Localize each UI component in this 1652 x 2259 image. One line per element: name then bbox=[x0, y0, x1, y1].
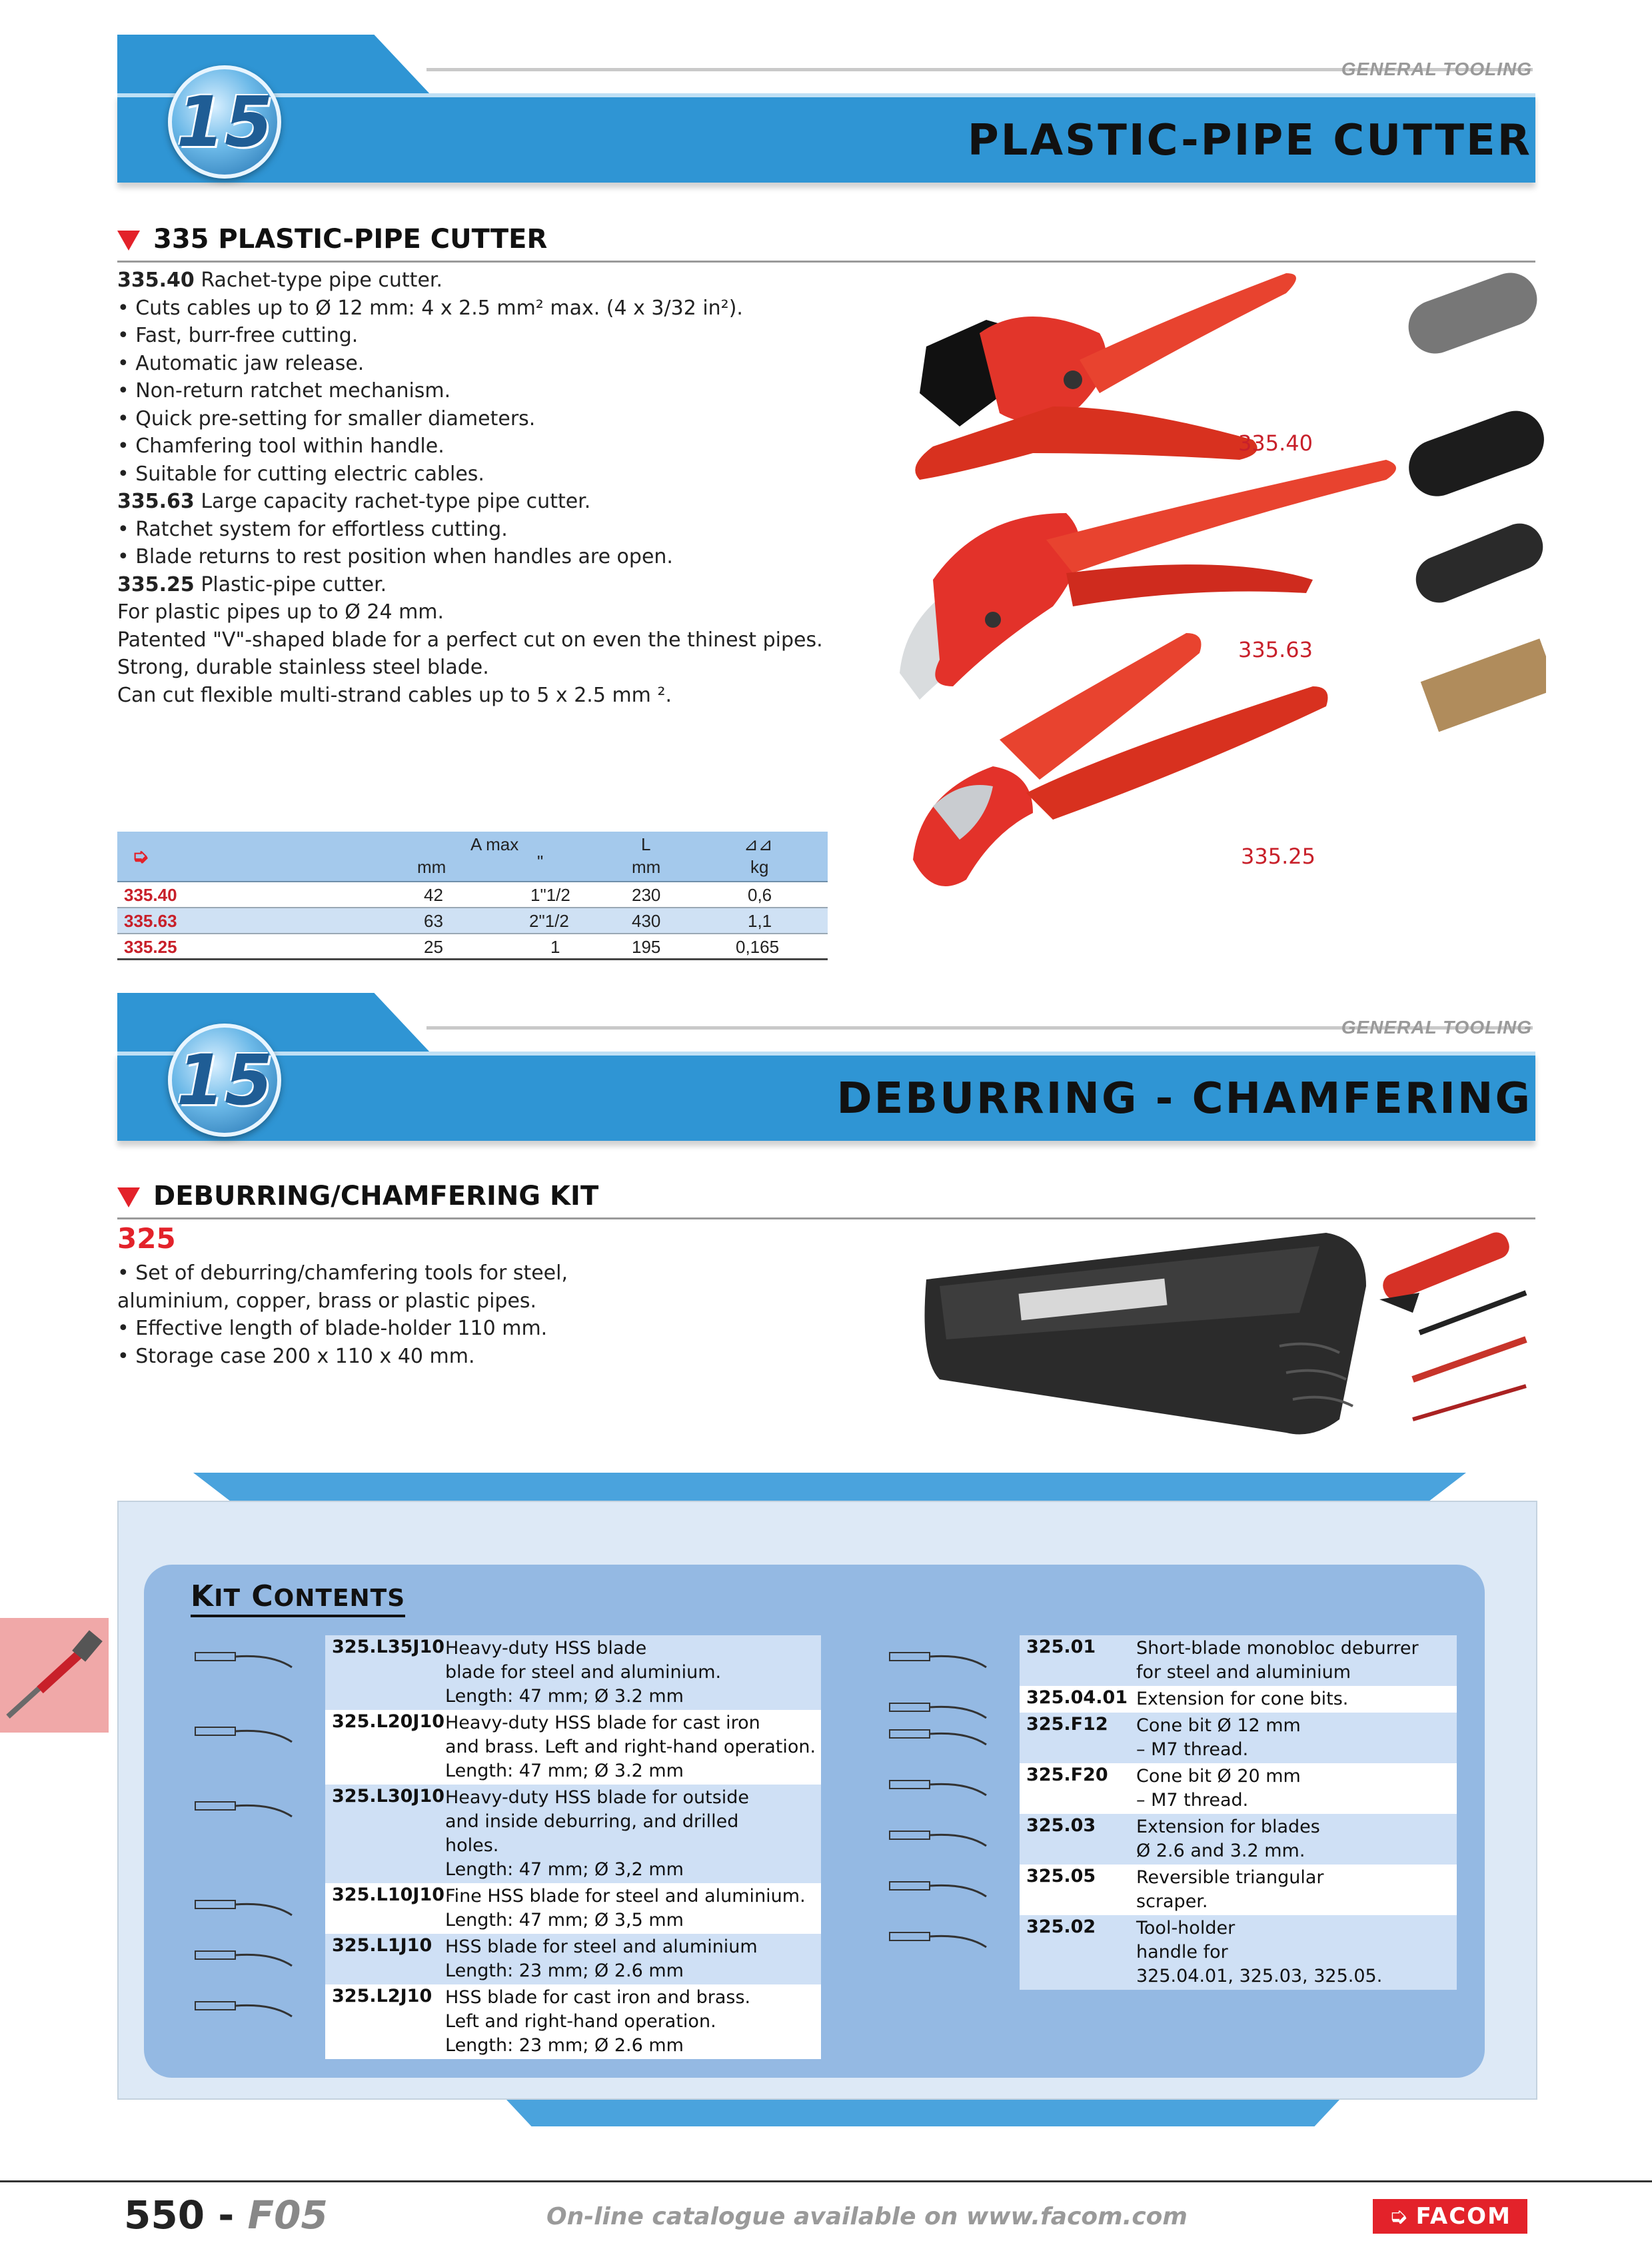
col-amax: A max bbox=[470, 834, 519, 854]
kit-title-part: IT bbox=[214, 1585, 241, 1612]
kit-item-line: Tool-holder bbox=[1136, 1918, 1236, 1938]
kit-item-code: 325.01 bbox=[1026, 1637, 1096, 1657]
kit-item-line: – M7 thread. bbox=[1136, 1790, 1249, 1811]
description-line bbox=[117, 377, 823, 405]
row-l: 230 bbox=[632, 885, 661, 905]
description-text: • Blade returns to rest position when handles are open. bbox=[117, 545, 673, 568]
kit-item bbox=[1020, 1635, 1457, 1686]
description-text: • Chamfering tool within handle. bbox=[117, 434, 444, 458]
kit-item bbox=[1020, 1915, 1457, 1990]
kit-item-line: scraper. bbox=[1136, 1891, 1208, 1912]
description-text: Patented "V"-shaped blade for a perfect cut on even the thinest pipes. bbox=[117, 628, 823, 652]
page-number-text: 550 - bbox=[124, 2192, 248, 2238]
spec-table bbox=[117, 832, 828, 960]
kit-item-code: 325.F20 bbox=[1026, 1765, 1108, 1785]
description-line bbox=[117, 598, 823, 626]
description-text: • Fast, burr-free cutting. bbox=[117, 324, 359, 347]
facom-logo bbox=[1373, 2199, 1527, 2234]
blade-icon bbox=[192, 1939, 305, 1972]
kit-item-code: 325.L35J10 bbox=[332, 1637, 445, 1657]
description-line bbox=[117, 543, 823, 571]
description-text: Strong, durable stainless steel blade. bbox=[117, 656, 489, 679]
description-line bbox=[117, 432, 823, 460]
kit-item bbox=[325, 1710, 821, 1785]
kit-item-code: 325.03 bbox=[1026, 1815, 1096, 1836]
product-description bbox=[117, 1259, 568, 1370]
kit-item-description bbox=[445, 1637, 721, 1709]
kit-item-line: HSS blade for steel and aluminium bbox=[445, 1936, 758, 1957]
weight-icon: ⊿⊿ bbox=[744, 834, 773, 854]
kit-title-part: K bbox=[191, 1579, 215, 1613]
callout-335-25: 335.25 bbox=[1241, 844, 1315, 869]
section-heading-text: 335 PLASTIC-PIPE CUTTER bbox=[153, 224, 548, 255]
row-code: 335.25 bbox=[124, 937, 177, 957]
tool-icon bbox=[886, 1769, 1000, 1802]
kit-item-line: blade for steel and aluminium. bbox=[445, 1662, 722, 1683]
kit-item-description bbox=[445, 1935, 758, 1983]
row-code: 335.63 bbox=[124, 911, 177, 931]
kit-title-part: C bbox=[241, 1579, 274, 1613]
facom-arrow-icon: ➭ bbox=[132, 846, 149, 868]
kit-item-description bbox=[1136, 1637, 1419, 1685]
kit-item-description bbox=[1136, 1866, 1324, 1914]
kit-item-description bbox=[1136, 1815, 1320, 1863]
kit-item-code: 325.L10J10 bbox=[332, 1884, 445, 1905]
blade-icon bbox=[192, 1641, 305, 1674]
unit-inch: " bbox=[537, 852, 544, 872]
kit-item bbox=[325, 1785, 821, 1883]
kit-item-line: Length: 47 mm; Ø 3,5 mm bbox=[445, 1910, 684, 1930]
kit-item-line: and brass. Left and right-hand operation. bbox=[445, 1737, 816, 1757]
blade-icon bbox=[192, 1990, 305, 2023]
tool-icon bbox=[886, 1870, 1000, 1903]
row-l: 430 bbox=[632, 911, 661, 931]
kit-item bbox=[1020, 1713, 1457, 1763]
kit-item-code: 325.L30J10 bbox=[332, 1786, 445, 1807]
description-line bbox=[117, 322, 823, 350]
kit-item-description bbox=[1136, 1765, 1301, 1813]
description-text: • Quick pre-setting for smaller diameters. bbox=[117, 406, 536, 430]
kit-item-line: Length: 47 mm; Ø 3.2 mm bbox=[445, 1761, 684, 1781]
footer-rule bbox=[0, 2180, 1652, 2182]
kit-item bbox=[325, 1635, 821, 1710]
kit-item bbox=[1020, 1686, 1457, 1713]
pipe-cutter-images bbox=[880, 260, 1546, 966]
product-code: 335.40 bbox=[117, 269, 195, 292]
row-inch: 1 bbox=[550, 937, 560, 957]
kit-item bbox=[1020, 1865, 1457, 1915]
description-line bbox=[117, 654, 823, 682]
kit-item-description bbox=[1136, 1714, 1301, 1762]
deburring-kit-image bbox=[913, 1226, 1533, 1446]
description-text: For plastic pipes up to Ø 24 mm. bbox=[117, 600, 444, 624]
description-line bbox=[117, 405, 823, 433]
band-tab bbox=[117, 35, 430, 95]
row-kg: 0,6 bbox=[748, 885, 772, 905]
description-text: Can cut flexible multi-strand cables up to 5 x 2.5 mm ². bbox=[117, 683, 672, 707]
description-text: Rachet-type pipe cutter. bbox=[194, 269, 443, 292]
chapter-badge: 15 bbox=[168, 1024, 281, 1137]
table-row bbox=[117, 934, 828, 960]
row-l: 195 bbox=[632, 937, 661, 957]
table-row bbox=[117, 908, 828, 934]
description-line bbox=[117, 571, 823, 599]
kit-item-line: Left and right-hand operation. bbox=[445, 2011, 716, 2032]
product-description bbox=[117, 267, 823, 709]
kit-item-description bbox=[445, 1786, 749, 1882]
kit-item-line: Length: 23 mm; Ø 2.6 mm bbox=[445, 1960, 684, 1981]
triangle-icon bbox=[117, 1187, 140, 1207]
product-code: 335.25 bbox=[117, 572, 195, 596]
kit-item-code: 325.02 bbox=[1026, 1916, 1096, 1937]
description-line: • Effective length of blade-holder 110 mm. bbox=[117, 1317, 548, 1340]
description-line bbox=[117, 267, 823, 295]
page-number bbox=[124, 2192, 328, 2238]
band-tab bbox=[117, 993, 430, 1053]
product-code: 325 bbox=[117, 1222, 176, 1255]
description-line: • Storage case 200 x 110 x 40 mm. bbox=[117, 1344, 475, 1368]
kit-item-line: – M7 thread. bbox=[1136, 1739, 1249, 1760]
description-text: • Cuts cables up to Ø 12 mm: 4 x 2.5 mm² max. (4 x 3/32 in²). bbox=[117, 296, 743, 320]
description-text: • Non-return ratchet mechanism. bbox=[117, 379, 451, 402]
callout-335-40: 335.40 bbox=[1238, 430, 1313, 456]
kit-item bbox=[325, 1984, 821, 2059]
product-code: 335.63 bbox=[117, 490, 195, 513]
row-inch: 1"1/2 bbox=[530, 885, 570, 905]
cable-sample-image bbox=[1401, 403, 1546, 504]
unit-mm-l: mm bbox=[632, 857, 661, 877]
kit-item-code: 325.L2J10 bbox=[332, 1986, 432, 2006]
triangle-icon bbox=[117, 231, 140, 251]
col-l: L bbox=[641, 834, 651, 854]
spec-table-header bbox=[117, 832, 828, 882]
kit-item-line: Short-blade monobloc deburrer bbox=[1136, 1638, 1419, 1659]
description-line bbox=[117, 682, 823, 710]
tool-icon bbox=[886, 1819, 1000, 1853]
kit-item-line: Cone bit Ø 20 mm bbox=[1136, 1766, 1301, 1787]
row-kg: 1,1 bbox=[748, 911, 772, 931]
facom-arrow-icon: ➭ bbox=[1389, 2203, 1409, 2230]
kit-item-line: holes. bbox=[445, 1835, 499, 1856]
kit-item-description bbox=[445, 1884, 806, 1932]
description-line bbox=[117, 460, 823, 488]
description-text: Large capacity rachet-type pipe cutter. bbox=[194, 490, 591, 513]
kit-item bbox=[1020, 1814, 1457, 1865]
kit-item-line: handle for bbox=[1136, 1942, 1228, 1962]
kit-item-line: Fine HSS blade for steel and aluminium. bbox=[445, 1886, 806, 1906]
blade-icon bbox=[192, 1790, 305, 1823]
kit-item bbox=[325, 1883, 821, 1934]
description-text: • Suitable for cutting electric cables. bbox=[117, 462, 484, 486]
row-mm: 63 bbox=[424, 911, 443, 931]
kit-item bbox=[325, 1934, 821, 1984]
blade-icon bbox=[192, 1888, 305, 1922]
kit-item-line: Heavy-duty HSS blade bbox=[445, 1638, 647, 1659]
blade-icon bbox=[192, 1715, 305, 1749]
tool-icon bbox=[886, 1641, 1000, 1674]
kit-item-line: for steel and aluminium bbox=[1136, 1662, 1351, 1683]
kit-item-line: Length: 47 mm; Ø 3.2 mm bbox=[445, 1686, 684, 1707]
section-heading-text: DEBURRING/CHAMFERING KIT bbox=[153, 1181, 599, 1211]
category-label: GENERAL TOOLING bbox=[1341, 1017, 1532, 1038]
kit-item-description bbox=[1136, 1687, 1348, 1711]
cable-sample-image bbox=[1409, 516, 1546, 610]
kit-item-code: 325.L20J10 bbox=[332, 1711, 445, 1732]
description-text: • Automatic jaw release. bbox=[117, 351, 365, 375]
kit-item-code: 325.05 bbox=[1026, 1866, 1096, 1886]
row-code: 335.40 bbox=[124, 885, 177, 905]
kit-item-code: 325.L1J10 bbox=[332, 1935, 432, 1956]
band-title: DEBURRING - CHAMFERING bbox=[836, 1074, 1532, 1124]
row-kg: 0,165 bbox=[736, 937, 780, 957]
kit-item-line: Extension for cone bits. bbox=[1136, 1689, 1349, 1709]
category-label: GENERAL TOOLING bbox=[1341, 59, 1532, 79]
chapter-badge: 15 bbox=[168, 65, 281, 179]
kit-item bbox=[1020, 1763, 1457, 1814]
description-line bbox=[117, 488, 823, 516]
kit-item-line: Reversible triangular bbox=[1136, 1867, 1324, 1888]
tool-icon bbox=[886, 1920, 1000, 1954]
description-line bbox=[117, 350, 823, 378]
kit-contents-title bbox=[191, 1579, 405, 1617]
kit-item-description bbox=[445, 1986, 750, 2058]
description-text: Plastic-pipe cutter. bbox=[194, 572, 387, 596]
page-ref: F05 bbox=[247, 2192, 328, 2238]
kit-bottom-trapezoid bbox=[506, 2100, 1339, 2126]
section-heading bbox=[117, 1181, 1535, 1219]
band-title: PLASTIC-PIPE CUTTER bbox=[967, 116, 1532, 165]
kit-item-line: Length: 23 mm; Ø 2.6 mm bbox=[445, 2035, 684, 2056]
row-inch: 2"1/2 bbox=[529, 911, 569, 931]
callout-335-63: 335.63 bbox=[1238, 637, 1313, 662]
description-line bbox=[117, 295, 823, 323]
tool-icon bbox=[886, 1718, 1000, 1751]
unit-mm: mm bbox=[417, 857, 446, 877]
brand-name: FACOM bbox=[1415, 2203, 1511, 2230]
description-line: • Set of deburring/chamfering tools for steel, bbox=[117, 1261, 568, 1285]
section-heading bbox=[117, 224, 1535, 263]
kit-item-description bbox=[1136, 1916, 1382, 1988]
table-row bbox=[117, 882, 828, 908]
row-mm: 25 bbox=[424, 937, 443, 957]
kit-item-line: Cone bit Ø 12 mm bbox=[1136, 1715, 1301, 1736]
row-mm: 42 bbox=[424, 885, 443, 905]
kit-item-line: Heavy-duty HSS blade for outside bbox=[445, 1787, 750, 1808]
kit-item-line: Extension for blades bbox=[1136, 1817, 1320, 1837]
unit-kg: kg bbox=[750, 857, 769, 877]
kit-item-line: Heavy-duty HSS blade for cast iron bbox=[445, 1713, 760, 1733]
kit-top-trapezoid bbox=[193, 1473, 1466, 1502]
description-line: aluminium, copper, brass or plastic pipes. bbox=[117, 1289, 537, 1313]
description-text: • Ratchet system for effortless cutting. bbox=[117, 517, 508, 541]
kit-item-code: 325.F12 bbox=[1026, 1714, 1108, 1735]
kit-item-description bbox=[445, 1711, 816, 1783]
cable-sample-image bbox=[1421, 638, 1546, 732]
chapter-side-tab bbox=[0, 1618, 109, 1733]
kit-item-line: and inside deburring, and drilled bbox=[445, 1811, 739, 1832]
description-line bbox=[117, 626, 823, 654]
kit-item-line: HSS blade for cast iron and brass. bbox=[445, 1987, 751, 2008]
online-catalogue-note: On-line catalogue available on www.facom.com bbox=[546, 2203, 1188, 2230]
cable-sample-image bbox=[1401, 265, 1544, 361]
kit-item-line: 325.04.01, 325.03, 325.05. bbox=[1136, 1966, 1383, 1986]
kit-item-line: Ø 2.6 and 3.2 mm. bbox=[1136, 1841, 1305, 1861]
pipe-wrench-icon bbox=[0, 1618, 109, 1733]
description-line bbox=[117, 516, 823, 544]
kit-item-code: 325.04.01 bbox=[1026, 1687, 1128, 1708]
kit-item-line: Length: 47 mm; Ø 3,2 mm bbox=[445, 1859, 684, 1880]
kit-title-part: ONTENTS bbox=[273, 1585, 406, 1612]
